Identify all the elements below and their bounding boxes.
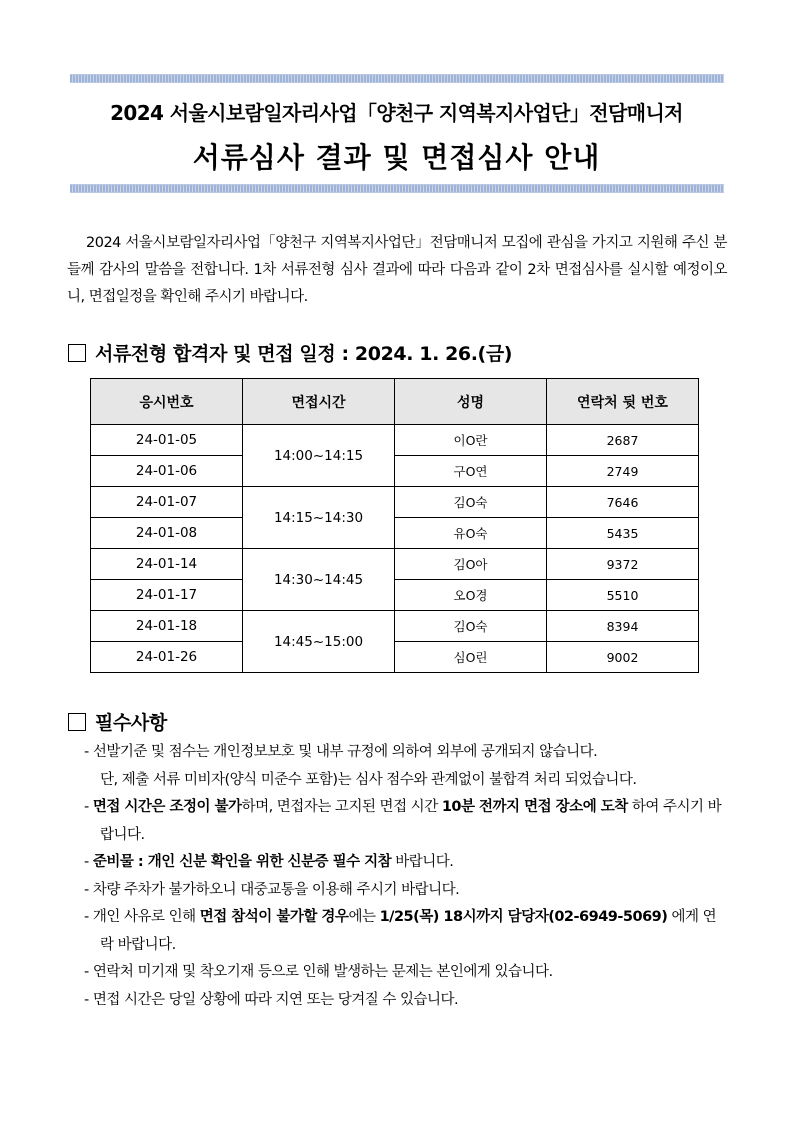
note-text: - 면접 시간은 당일 상황에 따라 지연 또는 당겨질 수 있습니다. [84, 991, 459, 1008]
note-text: - 개인 사유로 인해 [84, 909, 200, 925]
list-item [84, 849, 726, 877]
table-row [91, 642, 699, 673]
applicant-id: 24-01-26 [91, 642, 243, 673]
applicant-id: 24-01-08 [91, 518, 243, 549]
note-text: - [84, 854, 93, 870]
applicant-name: 오O경 [395, 580, 547, 611]
applicant-name: 김O아 [395, 549, 547, 580]
emphasis-text: 면접 참석이 불가할 경우 [199, 909, 349, 925]
document-subtitle: 서류심사 결과 및 면접심사 안내 [192, 141, 601, 174]
applicant-name: 유O숙 [395, 518, 547, 549]
header-bottom-rule [70, 184, 724, 193]
table-row [91, 425, 699, 456]
phone-last-digits: 9002 [547, 642, 699, 673]
applicant-id: 24-01-14 [91, 549, 243, 580]
section-requirements-title: 필수사항 [95, 712, 167, 734]
intro-text: 2024 서울시보람일자리사업「양천구 지역복지사업단」전담매니저 모집에 관심을 가지고 지원해 주신 분들께 감사의 말씀을 전합니다. 1차 서류전형 심사 결과에 따라 다음과 같이 2차 면접심사를 실시할 예정이오니, 면접일정을 확인해 주시기 바랍니다. [67, 235, 727, 305]
intro-paragraph [67, 230, 727, 311]
checkbox-square-icon [68, 344, 86, 362]
header-top-rule [70, 74, 724, 83]
list-item [84, 739, 726, 794]
note-text: 하여 주시기 바랍니다. [100, 799, 722, 843]
emphasis-text: 면접 시간은 조정이 불가 [92, 799, 242, 815]
applicant-name: 김O숙 [395, 611, 547, 642]
phone-last-digits: 7646 [547, 487, 699, 518]
interview-schedule-table [90, 378, 699, 673]
note-text: 에는 [348, 909, 380, 925]
table-row [91, 580, 699, 611]
list-item [84, 794, 726, 849]
table-row [91, 456, 699, 487]
table-row [91, 518, 699, 549]
applicant-id: 24-01-18 [91, 611, 243, 642]
note-text: 바랍니다. [391, 854, 454, 870]
interview-time: 14:30~14:45 [243, 549, 395, 611]
list-item [84, 959, 726, 987]
table-row [91, 611, 699, 642]
phone-last-digits: 2749 [547, 456, 699, 487]
phone-last-digits: 5510 [547, 580, 699, 611]
emphasis-text: 10분 전까지 면접 장소에 도착 [441, 799, 628, 815]
interview-time: 14:45~15:00 [243, 611, 395, 673]
section-requirements-heading [68, 708, 167, 735]
list-item [84, 904, 726, 959]
applicant-id: 24-01-07 [91, 487, 243, 518]
applicant-name: 구O연 [395, 456, 547, 487]
note-text: - 선발기준 및 점수는 개인정보보호 및 내부 규정에 의하여 외부에 공개되지 않습니다. [84, 744, 598, 760]
column-header: 성명 [395, 379, 547, 425]
list-item [84, 987, 726, 1015]
emphasis-text: 준비물 : 개인 신분 확인을 위한 신분증 필수 지참 [92, 854, 392, 870]
applicant-name: 김O숙 [395, 487, 547, 518]
section-schedule-title: 서류전형 합격자 및 면접 일정 : 2024. 1. 26.(금) [95, 343, 513, 365]
interview-time: 14:00~14:15 [243, 425, 395, 487]
note-text: 하며, 면접자는 고지된 면접 시간 [241, 799, 442, 815]
checkbox-square-icon [68, 713, 86, 731]
phone-last-digits: 9372 [547, 549, 699, 580]
applicant-id: 24-01-17 [91, 580, 243, 611]
applicant-id: 24-01-05 [91, 425, 243, 456]
emphasis-text: 1/25(목) 18시까지 담당자(02-6949-5069) [379, 909, 668, 925]
note-text: - [84, 799, 93, 815]
applicant-name: 심O린 [395, 642, 547, 673]
section-schedule-heading [68, 339, 512, 366]
applicant-name: 이O란 [395, 425, 547, 456]
note-text: - 차량 주차가 불가하오니 대중교통을 이용해 주시기 바랍니다. [84, 881, 460, 898]
column-header: 면접시간 [243, 379, 395, 425]
document-title: 2024 서울시보람일자리사업「양천구 지역복지사업단」전담매니저 [110, 101, 683, 125]
note-text: 에게 연락 바랍니다. [100, 909, 717, 953]
applicant-id: 24-01-06 [91, 456, 243, 487]
table-row [91, 487, 699, 518]
note-continuation: 단, 제출 서류 미비자(양식 미준수 포함)는 심사 점수와 관계없이 불합격 처리 되었습니다. [100, 771, 637, 788]
interview-time: 14:15~14:30 [243, 487, 395, 549]
table-row [91, 549, 699, 580]
list-item [84, 877, 726, 905]
phone-last-digits: 8394 [547, 611, 699, 642]
column-header: 연락처 뒷 번호 [547, 379, 699, 425]
phone-last-digits: 2687 [547, 425, 699, 456]
requirements-list [84, 739, 726, 1014]
table-header-row [91, 379, 699, 425]
note-text: - 연락처 미기재 및 착오기재 등으로 인해 발생하는 문제는 본인에게 있습니다. [84, 964, 553, 980]
column-header: 응시번호 [91, 379, 243, 425]
phone-last-digits: 5435 [547, 518, 699, 549]
